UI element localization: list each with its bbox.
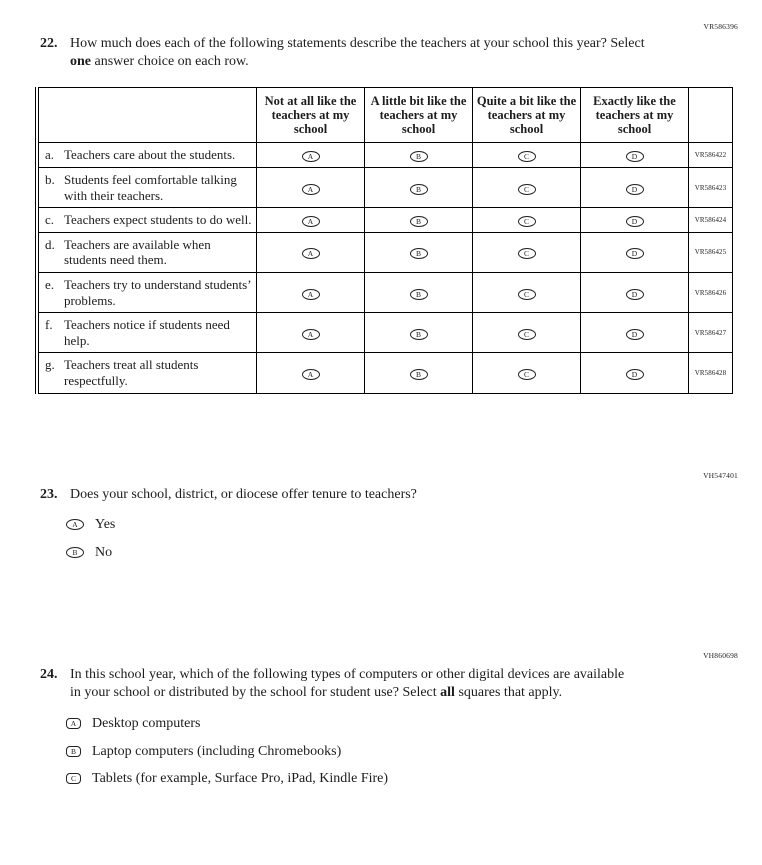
question-23 (40, 486, 762, 504)
row-code: VR586426 (689, 272, 733, 312)
corner-cell (39, 88, 257, 143)
row-letter: a. (45, 147, 55, 163)
option-desktop-computers (66, 715, 762, 733)
answer-bubble-b[interactable]: B (410, 216, 428, 227)
table-row (39, 208, 733, 233)
question-text (70, 35, 662, 70)
answer-bubble-c[interactable]: C (518, 289, 536, 300)
row-statement (45, 147, 252, 163)
answer-bubble-c[interactable]: C (518, 369, 536, 380)
answer-bubble-no[interactable]: B (66, 547, 84, 558)
answer-bubble-a[interactable]: A (302, 369, 320, 380)
option-yes (66, 516, 762, 534)
column-header-exactly-like: Exactly like the teachers at my school (581, 88, 689, 143)
row-text: Teachers treat all students respectfully. (64, 357, 199, 388)
answer-bubble-c[interactable]: C (518, 151, 536, 162)
answer-bubble-d[interactable]: D (626, 369, 644, 380)
row-text: Teachers care about the students. (64, 147, 236, 163)
answer-bubble-a[interactable]: A (302, 151, 320, 162)
answer-bubble-a[interactable]: A (302, 289, 320, 300)
row-statement (45, 357, 252, 388)
row-letter: d. (45, 236, 55, 252)
row-letter: c. (45, 212, 55, 228)
item-code-q24: VH860698 (703, 651, 738, 660)
table-row (39, 232, 733, 272)
q22-matrix-table-frame (35, 87, 733, 394)
option-label: Tablets (for example, Surface Pro, iPad, Kindle Fire) (92, 771, 389, 786)
table-row (39, 272, 733, 312)
row-letter: e. (45, 276, 55, 292)
question-text-part: answer choice on each row. (91, 53, 249, 69)
answer-bubble-a[interactable]: A (302, 248, 320, 259)
answer-bubble-c[interactable]: C (518, 248, 536, 259)
row-code: VR586425 (689, 232, 733, 272)
code-column-header (689, 88, 733, 143)
row-code: VR586423 (689, 167, 733, 207)
answer-square-c[interactable]: C (66, 773, 81, 784)
row-text: Teachers expect students to do well. (64, 212, 252, 228)
row-code: VR586427 (689, 313, 733, 353)
answer-bubble-c[interactable]: C (518, 329, 536, 340)
answer-square-b[interactable]: B (66, 746, 81, 757)
row-text: Students feel comfortable talking with their teachers. (64, 171, 237, 203)
answer-bubble-b[interactable]: B (410, 248, 428, 259)
row-code: VR586424 (689, 208, 733, 233)
item-code-q23: VH547401 (703, 470, 738, 480)
answer-bubble-d[interactable]: D (626, 329, 644, 340)
option-label: Desktop computers (92, 716, 201, 731)
table-row (39, 353, 733, 393)
row-code: VR586422 (689, 143, 733, 168)
q24-options (0, 715, 762, 788)
row-code: VR586428 (689, 353, 733, 393)
table-row (39, 167, 733, 207)
answer-bubble-yes[interactable]: A (66, 519, 84, 530)
row-letter: b. (45, 171, 55, 187)
answer-bubble-d[interactable]: D (626, 289, 644, 300)
answer-bubble-c[interactable]: C (518, 184, 536, 195)
answer-square-a[interactable]: A (66, 718, 81, 729)
q22-matrix-table (38, 87, 733, 394)
table-row (39, 313, 733, 353)
answer-bubble-b[interactable]: B (410, 329, 428, 340)
answer-bubble-b[interactable]: B (410, 184, 428, 195)
question-text-part: In this school year, which of the following types of computers or other digital devices are available in your school or distributed by the school for student use? Select (70, 667, 625, 700)
q23-options (0, 516, 762, 561)
row-text: Teachers notice if students need help. (64, 317, 230, 348)
answer-bubble-a[interactable]: A (302, 329, 320, 340)
option-label: Yes (95, 517, 116, 532)
table-row (39, 143, 733, 168)
answer-bubble-a[interactable]: A (302, 184, 320, 195)
answer-bubble-c[interactable]: C (518, 216, 536, 227)
question-text (70, 666, 635, 701)
row-statement (45, 237, 252, 268)
question-text: Does your school, district, or diocese offer tenure to teachers? (70, 486, 417, 502)
row-statement (45, 212, 252, 228)
question-number: 22. (40, 36, 58, 51)
row-letter: f. (45, 317, 53, 333)
question-22 (40, 35, 762, 70)
option-laptop-computers (66, 743, 762, 761)
question-text-bold: one (70, 53, 91, 69)
question-number: 23. (40, 486, 58, 502)
answer-bubble-d[interactable]: D (626, 248, 644, 259)
row-statement (45, 277, 252, 308)
column-header-not-at-all: Not at all like the teachers at my school (257, 88, 365, 143)
answer-bubble-b[interactable]: B (410, 151, 428, 162)
row-statement (45, 317, 252, 348)
answer-bubble-b[interactable]: B (410, 289, 428, 300)
table-header-row (39, 88, 733, 143)
row-letter: g. (45, 357, 55, 373)
question-number: 24. (40, 667, 58, 682)
option-label: Laptop computers (including Chromebooks) (92, 743, 342, 759)
question-text-part: squares that apply. (454, 684, 563, 700)
row-text: Teachers are available when students need them. (64, 236, 211, 268)
option-no (66, 544, 762, 562)
row-statement (45, 172, 252, 203)
row-text: Teachers try to understand students’ problems. (64, 276, 251, 308)
question-text-bold: all (440, 684, 455, 700)
answer-bubble-a[interactable]: A (302, 216, 320, 227)
question-24 (40, 666, 762, 701)
answer-bubble-d[interactable]: D (626, 216, 644, 227)
option-label: No (95, 544, 113, 560)
question-text-part: How much does each of the following statements describe the teachers at your school this year? Select (70, 36, 645, 51)
column-header-quite-a-bit: Quite a bit like the teachers at my school (473, 88, 581, 143)
answer-bubble-d[interactable]: D (626, 151, 644, 162)
option-tablets (66, 770, 762, 788)
column-header-a-little-bit: A little bit like the teachers at my school (365, 88, 473, 143)
answer-bubble-d[interactable]: D (626, 184, 644, 195)
item-code-q22: VR586396 (703, 22, 738, 31)
answer-bubble-b[interactable]: B (410, 369, 428, 380)
